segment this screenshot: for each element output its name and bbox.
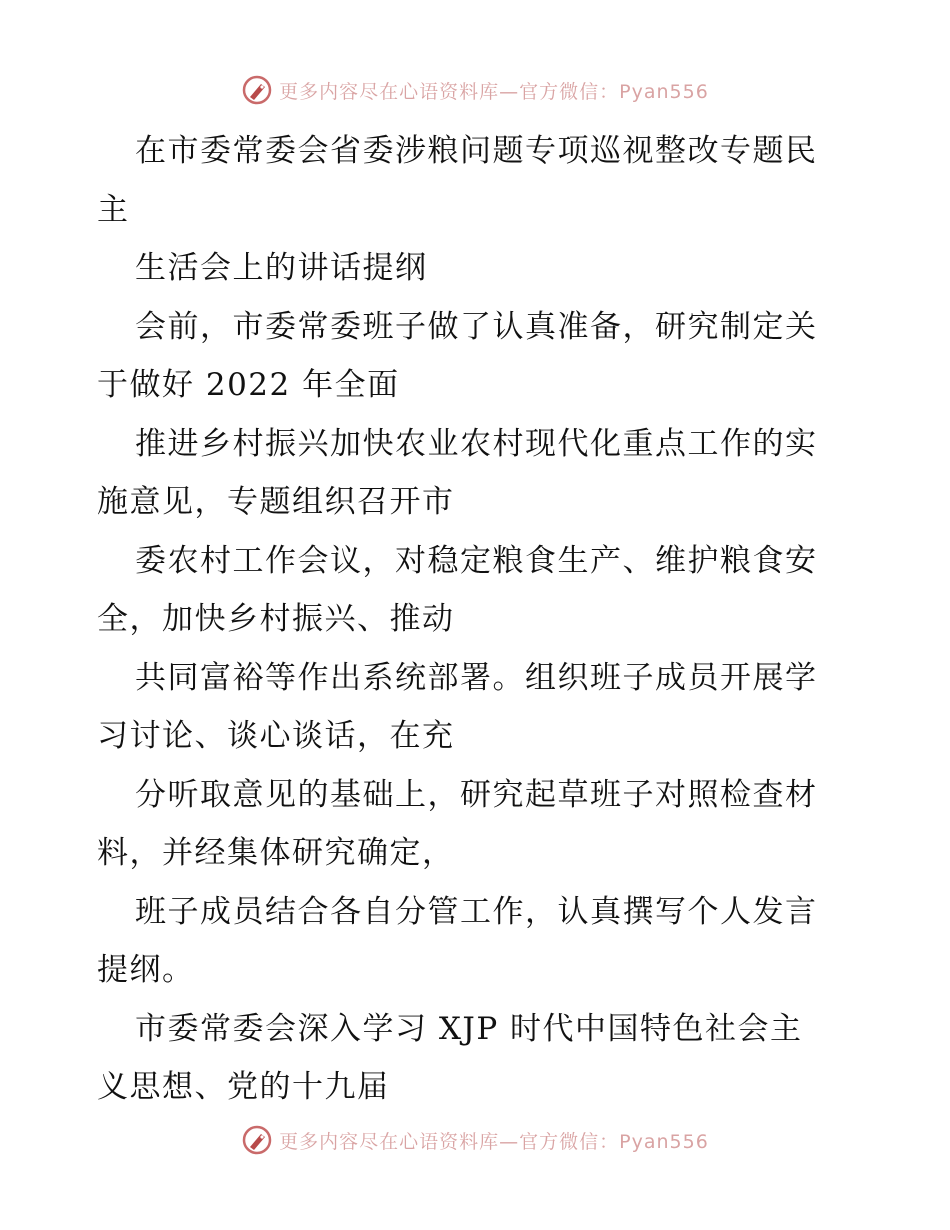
text-line: 施意见，专题组织召开市: [97, 484, 455, 520]
text-line: 生活会上的讲话提纲: [135, 250, 428, 286]
text-line: 推进乡村振兴加快农业农村现代化重点工作的实: [135, 425, 818, 462]
text-line: 全，加快乡村振兴、推动: [97, 601, 455, 637]
text-line: 于做好 2022 年全面: [97, 367, 400, 403]
text-line: 料，并经集体研究确定，: [97, 835, 455, 871]
text-line: 委农村工作会议，对稳定粮食生产、维护粮食安: [135, 542, 818, 579]
text-line: 在市委常委会省委涉粮问题专项巡视整改专题民: [135, 133, 818, 169]
watermark-footer: [0, 1120, 950, 1160]
watermark-text: 更多内容尽在心语资料库—官方微信：Pyan556: [279, 80, 709, 103]
text-line: 主: [97, 191, 130, 228]
pen-nib-circle-icon: [241, 1124, 273, 1156]
pen-nib-circle-icon: [241, 74, 273, 106]
watermark-header: [0, 70, 950, 110]
text-line: 义思想、党的十九届: [97, 1069, 390, 1105]
text-line: 共同富裕等作出系统部署。组织班子成员开展学: [135, 659, 818, 696]
text-line: 班子成员结合各自分管工作，认真撰写个人发言: [135, 893, 818, 930]
text-line: 提纲。: [97, 952, 195, 988]
text-line: 会前，市委常委班子做了认真准备，研究制定关: [135, 308, 818, 345]
document-body: [97, 122, 857, 1117]
watermark-text: 更多内容尽在心语资料库—官方微信：Pyan556: [279, 1130, 709, 1153]
text-line: 市委常委会深入学习 XJP 时代中国特色社会主: [135, 1010, 803, 1047]
text-line: 分听取意见的基础上，研究起草班子对照检查材: [135, 776, 818, 813]
text-line: 习讨论、谈心谈话，在充: [97, 718, 455, 754]
